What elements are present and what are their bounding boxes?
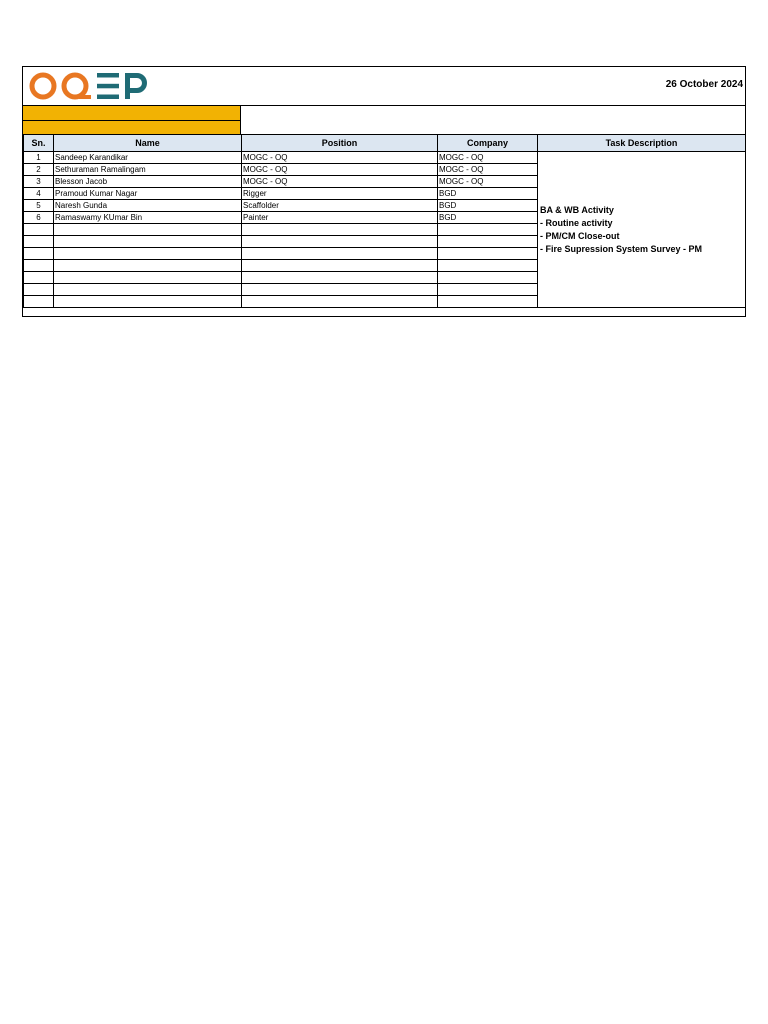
cell-name bbox=[54, 284, 242, 296]
cell-name bbox=[54, 260, 242, 272]
oqep-logo bbox=[29, 70, 159, 102]
cell-position bbox=[242, 236, 438, 248]
cell-name bbox=[54, 224, 242, 236]
column-header-task-description: Task Description bbox=[538, 135, 746, 152]
cell-name: Ramaswamy KUmar Bin bbox=[54, 212, 242, 224]
sheet-header bbox=[23, 67, 745, 106]
cell-position: MOGC - OQ bbox=[242, 164, 438, 176]
column-header-sn: Sn. bbox=[24, 135, 54, 152]
cell-company bbox=[438, 260, 538, 272]
cell-position: MOGC - OQ bbox=[242, 176, 438, 188]
cell-position: Painter bbox=[242, 212, 438, 224]
cell-name: Pramoud Kumar Nagar bbox=[54, 188, 242, 200]
cell-company bbox=[438, 236, 538, 248]
task-line: - Routine activity bbox=[540, 217, 613, 228]
cell-position bbox=[242, 284, 438, 296]
cell-sn bbox=[24, 248, 54, 260]
cell-sn bbox=[24, 272, 54, 284]
blank-header-cell bbox=[241, 106, 745, 134]
cell-name: Naresh Gunda bbox=[54, 200, 242, 212]
cell-company bbox=[438, 248, 538, 260]
cell-position: MOGC - OQ bbox=[242, 152, 438, 164]
cell-company: MOGC - OQ bbox=[438, 164, 538, 176]
cell-position bbox=[242, 260, 438, 272]
cell-sn: 6 bbox=[24, 212, 54, 224]
cell-name bbox=[54, 272, 242, 284]
task-description-cell bbox=[538, 152, 746, 308]
personnel-table bbox=[23, 134, 746, 308]
table-row bbox=[24, 152, 746, 164]
cell-company: BGD bbox=[438, 212, 538, 224]
cell-name bbox=[54, 296, 242, 308]
orange-band-bottom bbox=[23, 121, 241, 134]
cell-name bbox=[54, 236, 242, 248]
task-line: - Fire Supression System Survey - PM bbox=[540, 243, 703, 254]
cell-sn bbox=[24, 236, 54, 248]
cell-sn: 1 bbox=[24, 152, 54, 164]
cell-position bbox=[242, 296, 438, 308]
cell-position bbox=[242, 224, 438, 236]
cell-position bbox=[242, 272, 438, 284]
cell-position: Rigger bbox=[242, 188, 438, 200]
cell-sn bbox=[24, 296, 54, 308]
cell-position: Scaffolder bbox=[242, 200, 438, 212]
cell-company bbox=[438, 296, 538, 308]
cell-sn: 3 bbox=[24, 176, 54, 188]
cell-sn: 5 bbox=[24, 200, 54, 212]
column-header-name: Name bbox=[54, 135, 242, 152]
cell-position bbox=[242, 248, 438, 260]
cell-company: MOGC - OQ bbox=[438, 152, 538, 164]
cell-sn bbox=[24, 284, 54, 296]
cell-sn: 4 bbox=[24, 188, 54, 200]
cell-name: Sandeep Karandikar bbox=[54, 152, 242, 164]
cell-sn bbox=[24, 260, 54, 272]
cell-company: BGD bbox=[438, 188, 538, 200]
task-line: - PM/CM Close-out bbox=[540, 230, 620, 241]
cell-name: Blesson Jacob bbox=[54, 176, 242, 188]
cell-name: Sethuraman Ramalingam bbox=[54, 164, 242, 176]
orange-band-top bbox=[23, 106, 241, 121]
report-date: 26 October 2024 bbox=[665, 79, 743, 90]
cell-sn bbox=[24, 224, 54, 236]
cell-sn: 2 bbox=[24, 164, 54, 176]
cell-name bbox=[54, 248, 242, 260]
work-sheet bbox=[22, 66, 746, 317]
cell-company bbox=[438, 272, 538, 284]
table-header-row bbox=[24, 135, 746, 152]
column-header-position: Position bbox=[242, 135, 438, 152]
cell-company: MOGC - OQ bbox=[438, 176, 538, 188]
column-header-company: Company bbox=[438, 135, 538, 152]
cell-company bbox=[438, 284, 538, 296]
task-line: BA & WB Activity bbox=[540, 204, 614, 215]
cell-company bbox=[438, 224, 538, 236]
cell-company: BGD bbox=[438, 200, 538, 212]
